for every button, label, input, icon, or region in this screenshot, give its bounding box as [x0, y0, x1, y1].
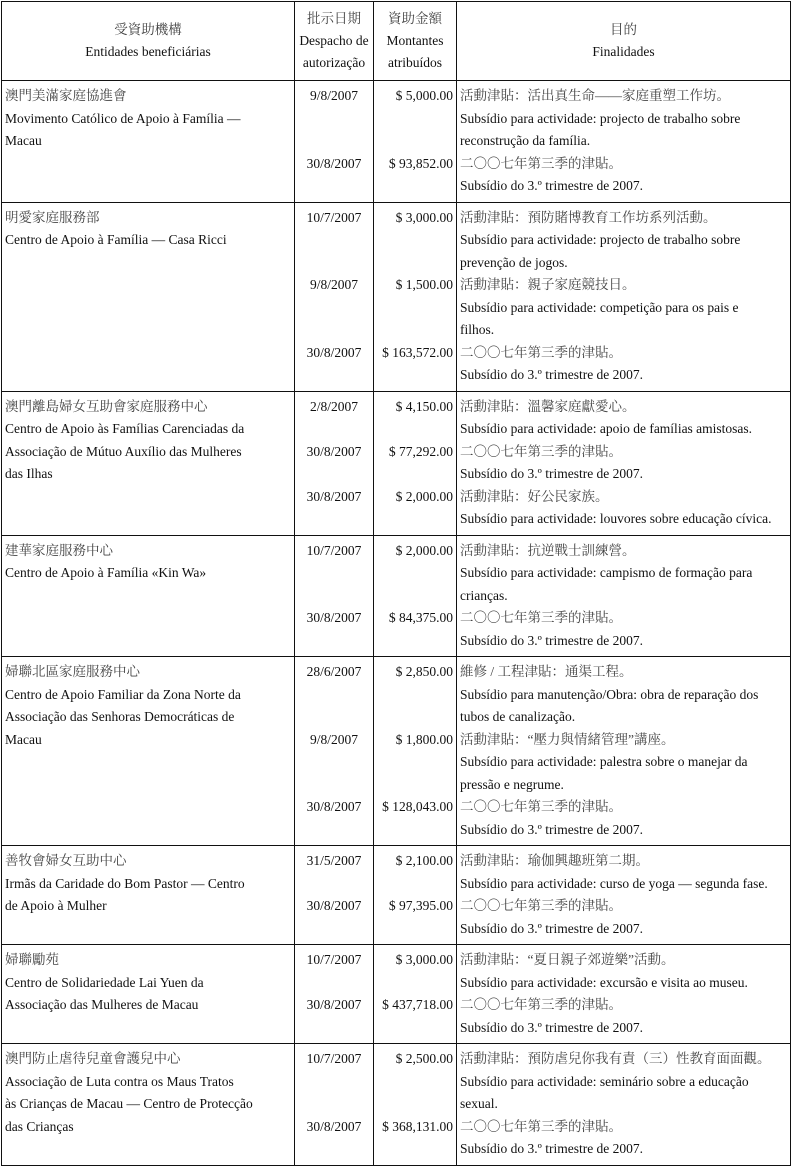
- despacho-date: 30/8/2007: [306, 610, 362, 625]
- amount-value: $ 1,500.00: [395, 277, 453, 292]
- purpose-line: Subsídio do 3.º trimestre de 2007.: [460, 466, 644, 481]
- purpose-line: 活動津貼：活出真生命——家庭重塑工作坊。: [460, 88, 730, 103]
- purpose-line: 活動津貼：“夏日親子郊遊樂”活動。: [460, 952, 675, 967]
- purpose-entry: [460, 342, 787, 387]
- purpose-cell: [457, 657, 791, 846]
- purpose-entry: [460, 1116, 787, 1161]
- entity-name-pt: Centro de Apoio às Famílias Carenciadas da: [5, 421, 245, 436]
- amount-entry: [377, 949, 453, 994]
- purpose-line: Subsídio para actividade: palestra sobre o manejar da: [460, 754, 748, 769]
- header-entity-zh: 受資助機構: [114, 22, 182, 37]
- date-entry: [298, 486, 370, 531]
- header-entity-pt: Entidades beneficiárias: [85, 44, 211, 59]
- despacho-date: 10/7/2007: [306, 1051, 362, 1066]
- purpose-entry: [460, 540, 787, 608]
- amount-value: $ 93,852.00: [388, 155, 453, 171]
- purpose-cell: [457, 81, 791, 203]
- purpose-line: 二〇〇七年第三季的津貼。: [460, 443, 622, 459]
- date-cell: [295, 846, 374, 945]
- purpose-line: pressão e negrume.: [460, 776, 564, 792]
- purpose-entry: [460, 895, 787, 940]
- amount-entry: [377, 540, 453, 608]
- despacho-date: 2/8/2007: [309, 398, 358, 414]
- amount-entry: [377, 796, 453, 841]
- amount-entry: [377, 1048, 453, 1116]
- date-entry: [298, 274, 370, 342]
- amount-value: $ 77,292.00: [388, 443, 453, 459]
- amount-cell: [374, 81, 457, 203]
- purpose-entry: [460, 661, 787, 729]
- purpose-line: sexual.: [460, 1096, 498, 1111]
- amount-value: $ 2,100.00: [395, 853, 453, 868]
- purpose-line: 維修 / 工程津貼：通渠工程。: [460, 664, 633, 679]
- purpose-entry: [460, 486, 787, 531]
- entity-name-pt: Irmãs da Caridade do Bom Pastor — Centro: [5, 875, 245, 891]
- entity-name-pt: Macau: [5, 133, 42, 148]
- despacho-date: 30/8/2007: [306, 488, 362, 504]
- date-entry: [298, 1116, 370, 1161]
- amount-entry: [377, 895, 453, 940]
- date-entry: [298, 661, 370, 729]
- purpose-line: 二〇〇七年第三季的津貼。: [460, 610, 622, 625]
- header-date: [295, 2, 374, 81]
- purpose-entry: [460, 153, 787, 198]
- date-entry: [298, 895, 370, 940]
- purpose-cell: [457, 391, 791, 535]
- despacho-date: 30/8/2007: [306, 997, 362, 1012]
- table-row: [2, 535, 791, 657]
- purpose-line: Subsídio para actividade: curso de yoga — segunda fase.: [460, 875, 768, 891]
- purpose-entry: [460, 396, 787, 441]
- date-entry: [298, 441, 370, 486]
- header-amount-pt2: atribuídos: [388, 55, 442, 70]
- entity-name-zh: 澳門離島婦女互助會家庭服務中心: [5, 398, 208, 414]
- purpose-line: filhos.: [460, 322, 495, 337]
- entity-name-pt: de Apoio à Mulher: [5, 898, 107, 913]
- header-amount-zh: 資助金額: [388, 11, 442, 26]
- header-date-zh: 批示日期: [307, 11, 361, 26]
- entity-name-pt: Associação de Luta contra os Maus Tratos: [5, 1073, 234, 1089]
- despacho-date: 30/8/2007: [306, 443, 362, 459]
- amount-cell: [374, 391, 457, 535]
- entity-cell: [2, 657, 295, 846]
- header-date-pt2: autorização: [302, 55, 366, 70]
- purpose-line: 活動津貼：溫馨家庭獻愛心。: [460, 398, 636, 414]
- entity-cell: [2, 81, 295, 203]
- amount-value: $ 5,000.00: [395, 88, 453, 103]
- despacho-date: 30/8/2007: [306, 155, 362, 171]
- despacho-date: 30/8/2007: [306, 799, 362, 814]
- amount-value: $ 3,000.00: [395, 209, 453, 225]
- table-header-row: [2, 2, 791, 81]
- amount-value: $ 368,131.00: [382, 1118, 453, 1134]
- despacho-date: 9/8/2007: [309, 277, 358, 292]
- amount-entry: [377, 85, 453, 153]
- amount-value: $ 163,572.00: [382, 344, 453, 360]
- amount-value: $ 97,395.00: [388, 898, 453, 913]
- entity-name-pt: das Ilhas: [5, 466, 53, 481]
- purpose-line: 活動津貼：“壓力與情緒管理”講座。: [460, 731, 675, 747]
- purpose-entry: [460, 85, 787, 153]
- date-entry: [298, 85, 370, 153]
- purpose-line: Subsídio para actividade: projecto de trabalho sobre: [460, 110, 741, 126]
- purpose-line: Subsídio para actividade: louvores sobre educação cívica.: [460, 511, 772, 526]
- table-row: [2, 657, 791, 846]
- date-entry: [298, 540, 370, 608]
- purpose-line: Subsídio para manutenção/Obra: obra de reparação dos: [460, 686, 759, 702]
- amount-entry: [377, 607, 453, 652]
- entity-name-pt: Centro de Apoio à Família — Casa Ricci: [5, 232, 227, 247]
- despacho-date: 10/7/2007: [306, 542, 362, 558]
- amount-entry: [377, 486, 453, 531]
- purpose-entry: [460, 796, 787, 841]
- despacho-date: 10/7/2007: [306, 209, 362, 225]
- entity-name-zh: 澳門美滿家庭協進會: [5, 88, 127, 103]
- amount-value: $ 2,850.00: [395, 664, 453, 679]
- purpose-cell: [457, 945, 791, 1044]
- despacho-date: 31/5/2007: [306, 853, 362, 868]
- entity-cell: [2, 391, 295, 535]
- purpose-line: Subsídio do 3.º trimestre de 2007.: [460, 821, 644, 837]
- date-entry: [298, 342, 370, 387]
- amount-cell: [374, 657, 457, 846]
- table-row: [2, 391, 791, 535]
- purpose-line: 二〇〇七年第三季的津貼。: [460, 898, 622, 913]
- purpose-line: 二〇〇七年第三季的津貼。: [460, 1118, 622, 1134]
- purpose-entry: [460, 1048, 787, 1116]
- date-cell: [295, 202, 374, 391]
- amount-entry: [377, 1116, 453, 1161]
- amount-entry: [377, 441, 453, 486]
- purpose-line: Subsídio para actividade: campismo de formação para: [460, 565, 753, 580]
- amount-cell: [374, 945, 457, 1044]
- entity-name-pt: Movimento Católico de Apoio à Família —: [5, 110, 241, 126]
- amount-value: $ 128,043.00: [382, 799, 453, 814]
- amount-entry: [377, 396, 453, 441]
- header-entity: [2, 2, 295, 81]
- subsidy-table: [1, 1, 791, 1166]
- entity-name-pt: Centro de Solidariedade Lai Yuen da: [5, 974, 204, 990]
- purpose-entry: [460, 274, 787, 342]
- entity-cell: [2, 945, 295, 1044]
- amount-value: $ 1,800.00: [395, 731, 453, 747]
- amount-cell: [374, 535, 457, 657]
- amount-entry: [377, 342, 453, 387]
- entity-name-zh: 善牧會婦女互助中心: [5, 853, 127, 868]
- purpose-line: Subsídio do 3.º trimestre de 2007.: [460, 1141, 644, 1156]
- amount-value: $ 4,150.00: [395, 398, 453, 414]
- header-date-pt1: Despacho de: [299, 33, 369, 48]
- purpose-line: Subsídio do 3.º trimestre de 2007.: [460, 1019, 644, 1035]
- date-entry: [298, 994, 370, 1039]
- date-cell: [295, 945, 374, 1044]
- purpose-line: prevenção de jogos.: [460, 254, 568, 270]
- purpose-line: 二〇〇七年第三季的津貼。: [460, 997, 622, 1012]
- amount-value: $ 3,000.00: [395, 952, 453, 967]
- entity-name-pt: Centro de Apoio Familiar da Zona Norte da: [5, 686, 241, 702]
- purpose-line: 二〇〇七年第三季的津貼。: [460, 799, 622, 814]
- purpose-entry: [460, 729, 787, 797]
- purpose-line: 活動津貼：瑜伽興趣班第二期。: [460, 853, 649, 868]
- purpose-line: Subsídio para actividade: projecto de trabalho sobre: [460, 232, 741, 247]
- amount-cell: [374, 846, 457, 945]
- purpose-line: 活動津貼：預防虐兒你我有責（三）性教育面面觀。: [460, 1051, 771, 1066]
- amount-entry: [377, 729, 453, 797]
- despacho-date: 28/6/2007: [306, 664, 362, 679]
- purpose-line: 活動津貼：預防賭博教育工作坊系列活動。: [460, 209, 717, 225]
- entity-name-pt: das Crianças: [5, 1118, 74, 1134]
- despacho-date: 30/8/2007: [306, 1118, 362, 1134]
- header-purpose-zh: 目的: [610, 22, 637, 37]
- entity-name-pt: Associação das Mulheres de Macau: [5, 997, 199, 1012]
- despacho-date: 10/7/2007: [306, 952, 362, 967]
- amount-entry: [377, 661, 453, 729]
- entity-cell: [2, 535, 295, 657]
- amount-entry: [377, 207, 453, 275]
- table-row: [2, 846, 791, 945]
- header-purpose-pt: Finalidades: [592, 44, 655, 59]
- despacho-date: 30/8/2007: [306, 898, 362, 913]
- purpose-line: crianças.: [460, 587, 508, 603]
- header-amount: [374, 2, 457, 81]
- purpose-line: 活動津貼：抗逆戰士訓練營。: [460, 542, 636, 558]
- purpose-line: Subsídio para actividade: seminário sobre a educação: [460, 1073, 749, 1089]
- purpose-line: 活動津貼：好公民家族。: [460, 488, 609, 504]
- entity-name-pt: Associação das Senhoras Democráticas de: [5, 709, 235, 724]
- entity-name-zh: 澳門防止虐待兒童會護兒中心: [5, 1051, 181, 1066]
- date-entry: [298, 850, 370, 895]
- entity-name-zh: 婦聯勵苑: [5, 952, 59, 967]
- amount-entry: [377, 850, 453, 895]
- purpose-entry: [460, 207, 787, 275]
- purpose-cell: [457, 846, 791, 945]
- date-entry: [298, 949, 370, 994]
- date-entry: [298, 1048, 370, 1116]
- date-cell: [295, 535, 374, 657]
- amount-value: $ 84,375.00: [388, 610, 453, 625]
- entity-name-pt: Associação de Mútuo Auxílio das Mulheres: [5, 443, 242, 459]
- entity-name-zh: 婦聯北區家庭服務中心: [5, 664, 140, 679]
- purpose-line: tubos de canalização.: [460, 709, 576, 724]
- amount-entry: [377, 153, 453, 198]
- amount-value: $ 2,000.00: [395, 488, 453, 504]
- purpose-line: Subsídio do 3.º trimestre de 2007.: [460, 920, 644, 936]
- date-entry: [298, 729, 370, 797]
- purpose-line: Subsídio para actividade: apoio de famílias amistosas.: [460, 421, 753, 436]
- amount-value: $ 2,000.00: [395, 542, 453, 558]
- date-entry: [298, 153, 370, 198]
- entity-name-pt: Centro de Apoio à Família «Kin Wa»: [5, 565, 207, 580]
- purpose-entry: [460, 949, 787, 994]
- entity-cell: [2, 846, 295, 945]
- purpose-line: 二〇〇七年第三季的津貼。: [460, 155, 622, 171]
- despacho-date: 30/8/2007: [306, 344, 362, 360]
- date-cell: [295, 81, 374, 203]
- purpose-line: Subsídio para actividade: competição para os pais e: [460, 299, 739, 315]
- entity-cell: [2, 202, 295, 391]
- entity-name-zh: 建華家庭服務中心: [5, 542, 113, 558]
- entity-name-pt: às Crianças de Macau — Centro de Protecção: [5, 1096, 253, 1111]
- date-entry: [298, 607, 370, 652]
- purpose-line: Subsídio do 3.º trimestre de 2007.: [460, 367, 644, 382]
- amount-entry: [377, 994, 453, 1039]
- date-entry: [298, 396, 370, 441]
- date-cell: [295, 657, 374, 846]
- purpose-line: 二〇〇七年第三季的津貼。: [460, 344, 622, 360]
- entity-name-pt: Macau: [5, 731, 42, 747]
- purpose-entry: [460, 850, 787, 895]
- amount-value: $ 437,718.00: [382, 997, 453, 1012]
- purpose-line: 活動津貼：親子家庭競技日。: [460, 277, 636, 292]
- amount-entry: [377, 274, 453, 342]
- amount-value: $ 2,500.00: [395, 1051, 453, 1066]
- amount-cell: [374, 202, 457, 391]
- table-row: [2, 202, 791, 391]
- date-entry: [298, 207, 370, 275]
- header-amount-pt1: Montantes: [386, 33, 444, 48]
- purpose-entry: [460, 441, 787, 486]
- date-cell: [295, 391, 374, 535]
- despacho-date: 9/8/2007: [309, 88, 358, 103]
- date-entry: [298, 796, 370, 841]
- header-purpose: [457, 2, 791, 81]
- purpose-entry: [460, 994, 787, 1039]
- purpose-line: Subsídio para actividade: excursão e visita ao museu.: [460, 974, 748, 990]
- purpose-line: reconstrução da família.: [460, 133, 591, 148]
- purpose-cell: [457, 535, 791, 657]
- purpose-entry: [460, 607, 787, 652]
- purpose-line: Subsídio do 3.º trimestre de 2007.: [460, 178, 644, 193]
- table-row: [2, 945, 791, 1044]
- purpose-cell: [457, 202, 791, 391]
- despacho-date: 9/8/2007: [309, 731, 358, 747]
- table-row: [2, 81, 791, 203]
- purpose-line: Subsídio do 3.º trimestre de 2007.: [460, 632, 644, 648]
- entity-name-zh: 明愛家庭服務部: [5, 209, 100, 225]
